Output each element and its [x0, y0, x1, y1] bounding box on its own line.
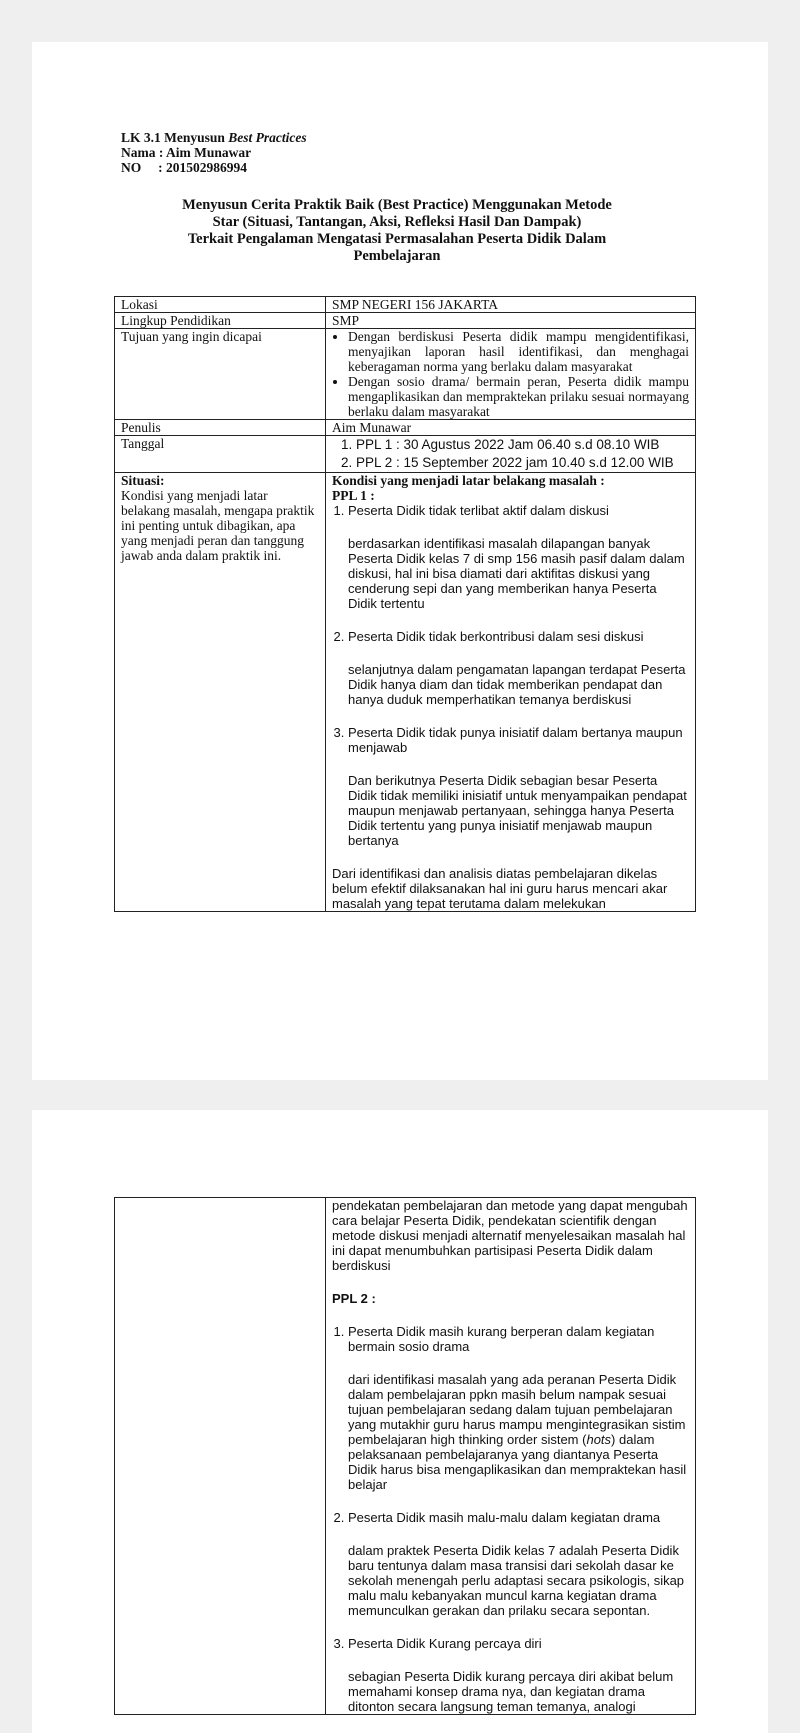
- author-name: Nama : Aim Munawar: [121, 145, 252, 160]
- situasi-description: Kondisi yang menjadi latar belakang masalah, mengapa praktik ini penting untuk dibagikan, apa yang menjadi peran dan tanggung jawab anda dalam praktik ini.: [121, 488, 315, 563]
- label-cell: Lingkup Pendidikan: [115, 313, 326, 329]
- list-item: [348, 1636, 689, 1714]
- item-title: 2. Peserta Didik tidak berkontribusi dalam sesi diskusi: [348, 629, 644, 644]
- ppl1-heading: [332, 488, 689, 503]
- ppl1-conclusion: Dari identifikasi dan analisis diatas pembelajaran dikelas belum efektif dilaksanakan hal ini guru harus mencari akar masalah yang tepat terutama dalam melekukan: [332, 866, 668, 911]
- title-line-1: Menyusun Cerita Praktik Baik (Best Practice) Menggunakan Metode: [182, 197, 612, 213]
- list-item: [348, 725, 689, 866]
- item-title: 1. Peserta Didik tidak terlibat aktif dalam diskusi: [348, 503, 609, 518]
- item-title: 3. Peserta Didik tidak punya inisiatif dalam bertanya maupun menjawab: [348, 725, 683, 755]
- item-description: [348, 1372, 689, 1492]
- item-description: sebagian Peserta Didik kurang percaya diri akibat belum memahami konsep drama nya, dan kegiatan drama ditonton secara langsung teman temanya, analogi: [348, 1669, 674, 1714]
- continuation-text: pendekatan pembelajaran dan metode yang dapat mengubah cara belajar Peserta Didik, pendekatan scientifik dengan metode diskusi menjadi alternatif menyelesaikan masalah hal ini dapat menumbuhkan partisipasi Peserta Didik dalam berdiskusi: [332, 1198, 688, 1273]
- list-item: 1. PPL 1 : 30 Agustus 2022 Jam 06.40 s.d 08.10 WIB: [356, 436, 689, 454]
- document-page-2: [32, 1110, 768, 1733]
- label-cell: Penulis: [115, 420, 326, 436]
- value-cell: SMP: [326, 313, 696, 329]
- item-description: selanjutnya dalam pengamatan lapangan terdapat Peserta Didik hanya diam dan tidak memberikan pendapat dan hanya duduk memperhatikan temanya berdiskusi: [348, 662, 686, 707]
- ppl2-heading: [332, 1291, 689, 1306]
- item-description: berdasarkan identifikasi masalah dilapangan banyak Peserta Didik kelas 7 di smp 156 masih pasif dalam dalam diskusi, hal ini bisa diamati dari aktifitas diskusi yang cenderung sepi dan yang memberikan hanya Peserta Didik tertentu: [348, 536, 685, 611]
- list-item: 2. PPL 2 : 15 September 2022 jam 10.40 s.d 12.00 WIB: [356, 454, 689, 472]
- label-cell: Tanggal: [115, 436, 326, 473]
- best-practice-table: [114, 296, 696, 912]
- table-row: [115, 420, 696, 436]
- lk-title: [121, 130, 307, 145]
- ppl2-heading-text: PPL 2 :: [332, 1291, 376, 1306]
- label-cell: Tujuan yang ingin dicapai: [115, 329, 326, 420]
- document-page-1: [32, 42, 768, 1080]
- table-row: [115, 1198, 696, 1715]
- value-cell: [326, 436, 696, 473]
- table-row: [115, 436, 696, 473]
- item-description: dalam praktek Peserta Didik kelas 7 adalah Peserta Didik baru tentunya dalam masa transisi dari sekolah dasar ke sekolah menengah perlu adaptasi secara psikologis, sikap malu malu kebanyakan muncul karna kegiatan drama memunculkan gerakan dan prilaku secara sepontan.: [348, 1543, 685, 1618]
- value-cell: SMP NEGERI 156 JAKARTA: [326, 297, 696, 313]
- list-item: • Dengan berdiskusi Peserta didik mampu mengidentifikasi, menyajikan laporan hasil identifikasi, dan menghagai keberagaman norma yang berlaku dalam masyarakat: [348, 329, 689, 374]
- item-title: 3. Peserta Didik Kurang percaya diri: [348, 1636, 542, 1651]
- lk-title-text: LK 3.1 Menyusun: [121, 130, 225, 145]
- ppl1-heading-text: PPL 1 :: [332, 488, 375, 503]
- value-cell: [326, 473, 696, 912]
- title-line-4: Pembelajaran: [353, 248, 441, 264]
- situasi-heading: [121, 473, 319, 488]
- table-row: [115, 329, 696, 420]
- dates-list: [332, 436, 689, 472]
- title-line-3: Terkait Pengalaman Mengatasi Permasalahan Peserta Didik Dalam: [187, 231, 607, 247]
- ppl1-list: [332, 503, 689, 866]
- item-title: 1. Peserta Didik masih kurang berperan dalam kegiatan bermain sosio drama: [348, 1324, 655, 1354]
- table-row: [115, 297, 696, 313]
- value-cell: Aim Munawar: [326, 420, 696, 436]
- table-row: [115, 313, 696, 329]
- desc-italic: hots: [586, 1432, 612, 1447]
- table-row: [115, 473, 696, 912]
- author-number: NO : 201502986994: [121, 160, 247, 175]
- list-item: [348, 629, 689, 725]
- desc-part: ) dalam pelaksanaan pembelajaranya yang diantanya Peserta Didik harus bisa mengaplikasikan dan mempraktekan hasil belajar: [348, 1432, 687, 1492]
- list-item: [348, 503, 689, 629]
- label-cell: Lokasi: [115, 297, 326, 313]
- ppl2-list: [332, 1324, 689, 1714]
- title-line-2: Star (Situasi, Tantangan, Aksi, Refleksi Hasil Dan Dampak): [212, 214, 582, 230]
- item-description: Dan berikutnya Peserta Didik sebagian besar Peserta Didik tidak memiliki inisiatif untuk menyampaikan pendapat maupun menjawab pertanyaan, sehingga hanya Peserta Didik tertentu yang punya inisiatif menjawab maupun bertanya: [348, 773, 687, 848]
- list-item: [348, 1324, 689, 1510]
- item-title: 2. Peserta Didik masih malu-malu dalam kegiatan drama: [348, 1510, 661, 1525]
- situasi-label: Situasi:: [121, 473, 165, 488]
- document-header: [121, 130, 307, 175]
- kondisi-heading: [332, 473, 689, 488]
- label-cell: [115, 1198, 326, 1715]
- list-item: • Dengan sosio drama/ bermain peran, Peserta didik mampu mengaplikasikan dan mempraktekan prilaku sesuai normayang berlaku dalam masyarakat: [348, 374, 689, 419]
- value-cell: [326, 1198, 696, 1715]
- list-item: [348, 1510, 689, 1636]
- lk-title-italic: Best Practices: [228, 130, 307, 145]
- objectives-list: [332, 329, 689, 419]
- kondisi-heading-text: Kondisi yang menjadi latar belakang masalah :: [332, 473, 605, 488]
- label-cell: [115, 473, 326, 912]
- best-practice-table-continued: [114, 1197, 696, 1715]
- document-title: [102, 197, 692, 265]
- desc-part: dari identifikasi masalah yang ada peranan Peserta Didik dalam pembelajaran ppkn masih belum nampak sesuai tujuan pembelajaran sedang dalam tujuan pembelajaran yang mutakhir guru harus mampu mengintegrasikan sistim pembelajaran high thinking order sistem (: [348, 1372, 686, 1447]
- value-cell: [326, 329, 696, 420]
